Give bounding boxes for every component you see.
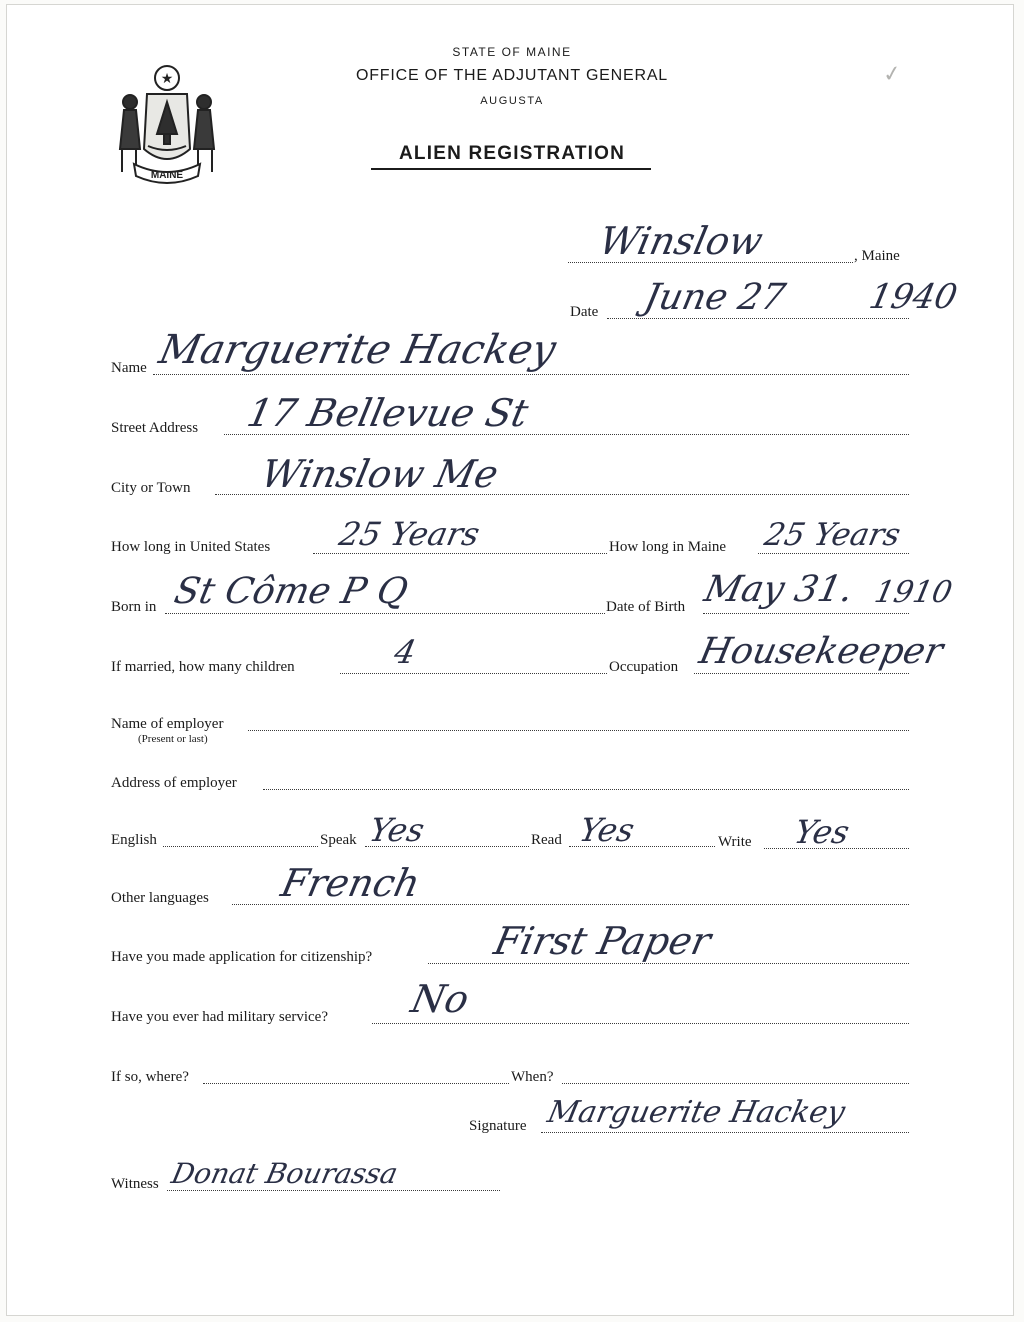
employer-line: [248, 730, 909, 731]
employer-address-line: [263, 789, 909, 790]
witness-value: Donat Bourassa: [168, 1157, 401, 1190]
children-label: If married, how many children: [111, 659, 295, 675]
city-value: Winslow Me: [257, 452, 503, 496]
born-label: Born in: [111, 599, 157, 615]
witness-line: [167, 1190, 500, 1191]
occupation-line: [694, 673, 909, 674]
occupation-value: Housekeeper: [695, 631, 947, 672]
years-us-value: 25 Years: [335, 515, 484, 553]
employer-sub-label: (Present or last): [138, 733, 208, 745]
dob-label: Date of Birth: [606, 599, 686, 615]
signature-value: Marguerite Hackey: [544, 1095, 849, 1130]
when-line: [562, 1083, 909, 1084]
english-label: English: [111, 832, 157, 848]
seal-star: ★: [160, 72, 174, 87]
name-line: [153, 374, 909, 375]
employer-address-label: Address of employer: [111, 775, 237, 791]
date-line: [607, 318, 909, 319]
years-us-line: [313, 553, 607, 554]
date-label: Date: [570, 304, 599, 320]
other-languages-label: Other languages: [111, 890, 209, 906]
citizenship-label: Have you made application for citizenship?: [111, 949, 373, 965]
header-state: STATE OF MAINE: [452, 45, 572, 59]
years-us-label: How long in United States: [111, 539, 271, 555]
signature-line: [541, 1132, 909, 1133]
name-value: Marguerite Hackey: [155, 327, 560, 373]
citizenship-value: First Paper: [490, 919, 715, 963]
dob-value: May 31.: [700, 569, 857, 610]
english-line: [163, 846, 318, 847]
write-value: Yes: [790, 813, 853, 851]
when-label: When?: [511, 1069, 554, 1085]
military-line: [372, 1023, 909, 1024]
years-maine-line: [758, 553, 909, 554]
where-line: [203, 1083, 509, 1084]
where-label: If so, where?: [111, 1069, 189, 1085]
street-value: 17 Bellevue St: [243, 391, 533, 435]
header-office: OFFICE OF THE ADJUTANT GENERAL: [355, 67, 669, 84]
street-label: Street Address: [111, 420, 199, 436]
write-label: Write: [718, 834, 752, 850]
seal-motto-text: MAINE: [150, 170, 184, 181]
read-label: Read: [531, 832, 562, 848]
read-value: Yes: [575, 811, 638, 849]
town-value: Winslow: [595, 219, 767, 263]
date-month-day-value: June 27: [640, 277, 789, 318]
name-label: Name: [111, 360, 147, 376]
title-underline: [371, 168, 651, 170]
dob-line: [703, 613, 909, 614]
born-line: [165, 613, 605, 614]
speak-label: Speak: [320, 832, 357, 848]
signature-label: Signature: [469, 1118, 527, 1134]
children-line: [340, 673, 607, 674]
military-value: No: [407, 977, 473, 1021]
header-city: AUGUSTA: [480, 95, 544, 107]
dob-year-value: 1910: [871, 575, 956, 610]
citizenship-line: [428, 963, 909, 964]
witness-label: Witness: [111, 1176, 159, 1192]
years-maine-label: How long in Maine: [609, 539, 727, 555]
born-value: St Côme P Q: [170, 571, 412, 612]
check-mark: ✓: [881, 60, 904, 89]
town-suffix-label: , Maine: [854, 248, 900, 264]
speak-value: Yes: [365, 811, 428, 849]
other-languages-value: French: [277, 861, 424, 905]
occupation-label: Occupation: [609, 659, 679, 675]
city-label: City or Town: [111, 480, 191, 496]
page-title: ALIEN REGISTRATION: [398, 143, 626, 164]
employer-label: Name of employer: [111, 716, 224, 732]
years-maine-value: 25 Years: [761, 517, 904, 553]
military-label: Have you ever had military service?: [111, 1009, 328, 1025]
children-value: 4: [390, 633, 420, 671]
date-year-value: 1940: [865, 277, 961, 317]
